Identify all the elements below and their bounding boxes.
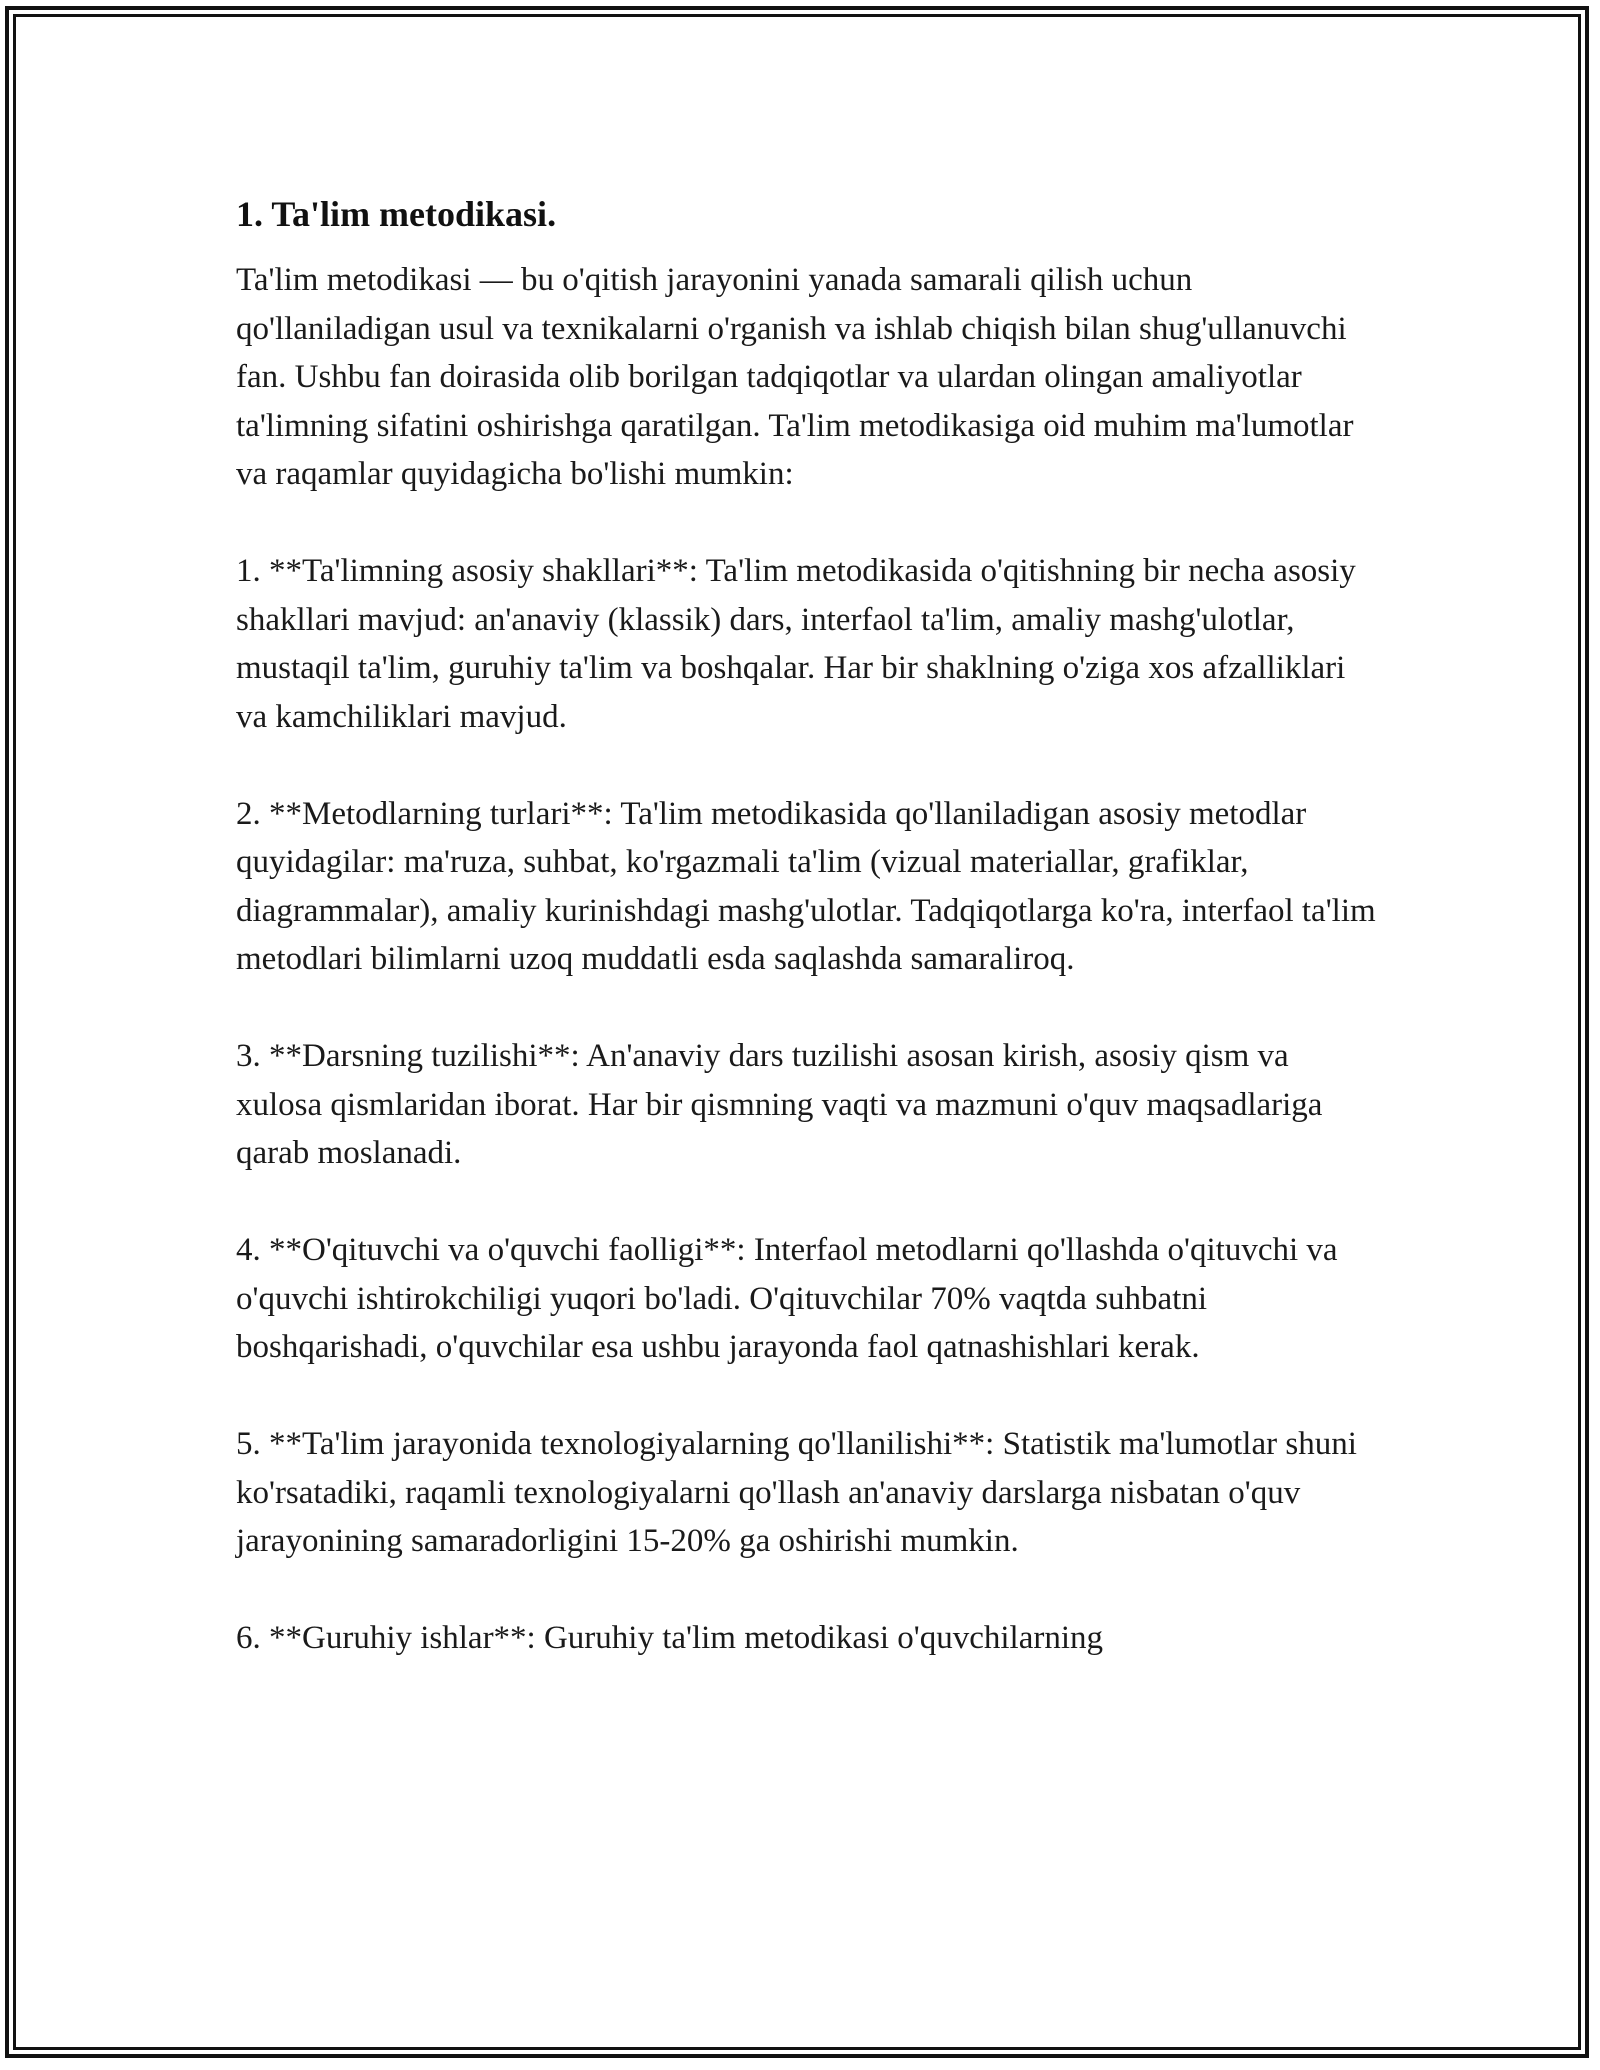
- list-item-4: 4. **O'qituvchi va o'quvchi faolligi**: Interfaol metodlarni qo'llashda o'qituvchi va o'quvchi ishtirokchiligi yuqori bo'ladi. O'qituvchilar 70% vaqtda suhbatni boshqarishadi, o'quvchilar esa ushbu jarayonda faol qatnashishlari kerak.: [236, 1232, 1338, 1365]
- list-item-3: 3. **Darsning tuzilishi**: An'anaviy dars tuzilishi asosan kirish, asosiy qism va xulosa qismlaridan iborat. Har bir qismning vaqti va mazmuni o'quv maqsadlariga qarab moslanadi.: [236, 1038, 1323, 1171]
- document-body: [236, 186, 1376, 1663]
- list-item-2: 2. **Metodlarning turlari**: Ta'lim metodikasida qo'llaniladigan asosiy metodlar quyidagilar: ma'ruza, suhbat, ko'rgazmali ta'lim (vizual materiallar, grafiklar, diagrammalar), amaliy kurinishdagi mashg'ulotlar. Tadqiqotlarga ko'ra, interfaol ta'lim metodlari bilimlarni uzoq muddatli esda saqlashda samaraliroq.: [236, 795, 1376, 977]
- document-title: 1. Ta'lim metodikasi.: [236, 194, 557, 234]
- list-item-5: 5. **Ta'lim jarayonida texnologiyalarning qo'llanilishi**: Statistik ma'lumotlar shuni ko'rsatadiki, raqamli texnologiyalarni qo'llash an'anaviy darslarga nisbatan o'quv jarayonining samaradorligini 15-20% ga oshirishi mumkin.: [236, 1426, 1357, 1559]
- intro-paragraph: Ta'lim metodikasi — bu o'qitish jarayonini yanada samarali qilish uchun qo'llaniladigan usul va texnikalarni o'rganish va ishlab chiqish bilan shug'ullanuvchi fan. Ushbu fan doirasida olib borilgan tadqiqotlar va ulardan olingan amaliyotlar ta'limning sifatini oshirishga qaratilgan. Ta'lim metodikasiga oid muhim ma'lumotlar va raqamlar quyidagicha bo'lishi mumkin:: [236, 262, 1354, 492]
- list-item-6: 6. **Guruhiy ishlar**: Guruhiy ta'lim metodikasi o'quvchilarning: [236, 1620, 1104, 1656]
- list-item-1: 1. **Ta'limning asosiy shakllari**: Ta'lim metodikasida o'qitishning bir necha asosiy shakllari mavjud: an'anaviy (klassik) dars, interfaol ta'lim, amaliy mashg'ulotlar, mustaqil ta'lim, guruhiy ta'lim va boshqalar. Har bir shaklning o'ziga xos afzalliklari va kamchiliklari mavjud.: [236, 553, 1356, 735]
